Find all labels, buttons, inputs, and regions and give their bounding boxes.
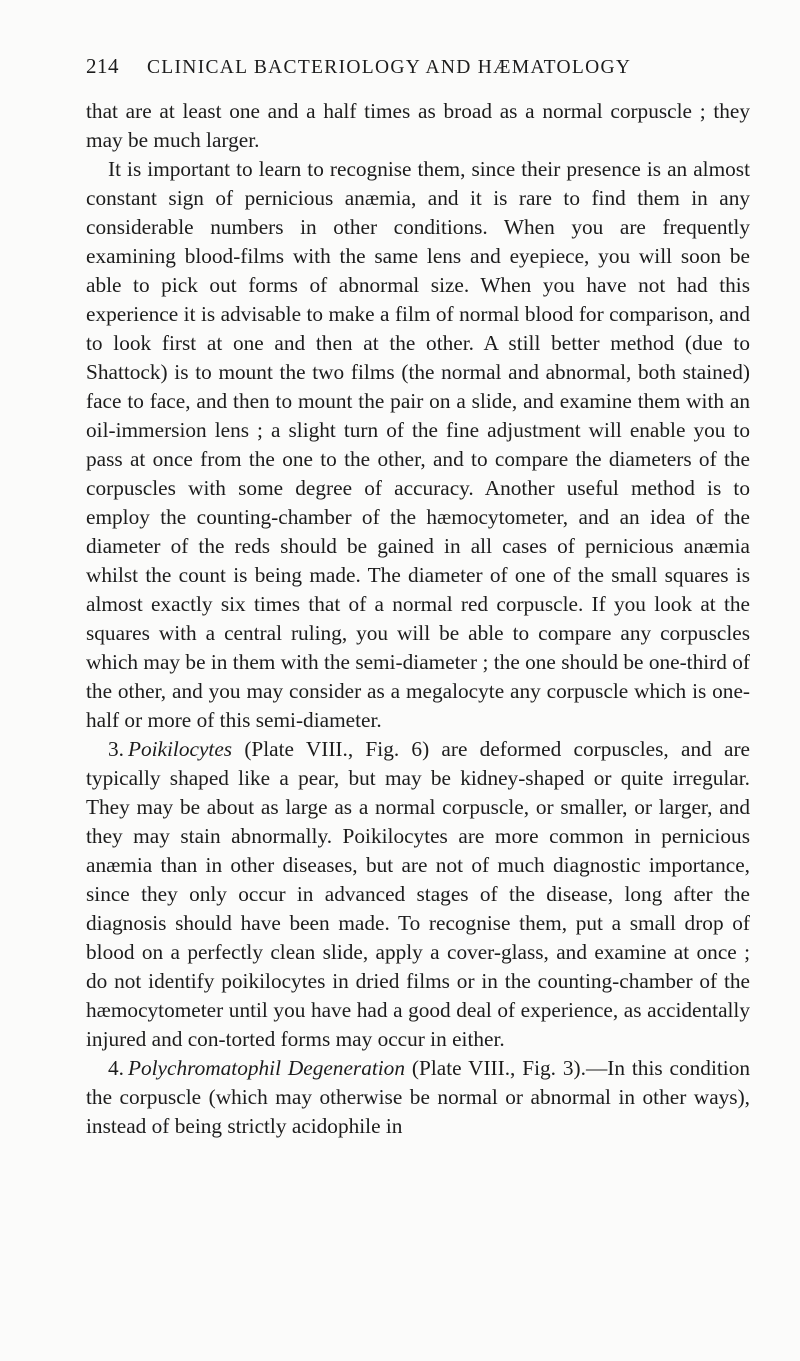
paragraph-polychromatophil-text: (Plate VIII., Fig. 3).—In this condition the corpuscle (which may otherwise be normal or abnormal in other ways), instead of being strictly acidophile in	[86, 1056, 750, 1138]
paragraph-polychromatophil	[86, 1054, 750, 1141]
running-header	[86, 54, 750, 84]
term-poikilocytes: Poikilocytes	[127, 737, 233, 761]
term-polychromatophil-degeneration: Polychromatophil Degeneration	[127, 1056, 405, 1080]
body-text	[86, 97, 750, 1141]
paragraph-megalocyte-recognition: It is important to learn to recognise them, since their presence is an almost constant sign of pernicious anæmia, and it is rare to find them in any considerable numbers in other conditions. When you are frequently examining blood-films with the same lens and eyepiece, you will soon be able to pick out forms of abnormal size. When you have not had this experience it is advisable to make a film of normal blood for comparison, and to look first at one and then at the other. A still better method (due to Shattock) is to mount the two films (the normal and abnormal, both stained) face to face, and then to mount the pair on a slide, and examine them with an oil-immersion lens ; a slight turn of the fine adjustment will enable you to pass at once from the one to the other, and to compare the diameters of the corpuscles with some degree of accuracy. Another useful method is to employ the counting-chamber of the hæmocytometer, and an idea of the diameter of the reds should be gained in all cases of pernicious anæmia whilst the count is being made. The diameter of one of the small squares is almost exactly six times that of a normal red corpuscle. If you look at the squares with a central ruling, you will be able to compare any corpuscles which may be in them with the semi-diameter ; the one should be one-third of the other, and you may consider as a megalocyte any corpuscle which is one-half or more of this semi-diameter.	[86, 157, 750, 732]
running-title: CLINICAL BACTERIOLOGY AND HÆMATOLOGY	[147, 57, 632, 78]
page-number: 214	[86, 54, 119, 78]
paragraph-poikilocytes	[86, 735, 750, 1054]
paragraph-poikilocytes-text: (Plate VIII., Fig. 6) are deformed corpuscles, and are typically shaped like a pear, but may be kidney-shaped or quite irregular. They may be about as large as a normal corpuscle, or smaller, or larger, and they may stain abnormally. Poikilocytes are more common in pernicious anæmia than in other diseases, but are not of much diagnostic importance, since they only occur in advanced stages of the disease, long after the diagnosis should have been made. To recognise them, put a small drop of blood on a perfectly clean slide, apply a cover-glass, and examine at once ; do not identify poikilocytes in dried films or in the counting-chamber of the hæmocytometer until you have had a good deal of experience, as accidentally injured and con-torted forms may occur in either.	[86, 737, 750, 1051]
list-number: 3.	[108, 737, 124, 761]
list-number: 4.	[108, 1056, 124, 1080]
paragraph-continuation: that are at least one and a half times as broad as a normal corpuscle ; they may be much larger.	[86, 99, 750, 152]
book-page	[86, 54, 750, 1141]
